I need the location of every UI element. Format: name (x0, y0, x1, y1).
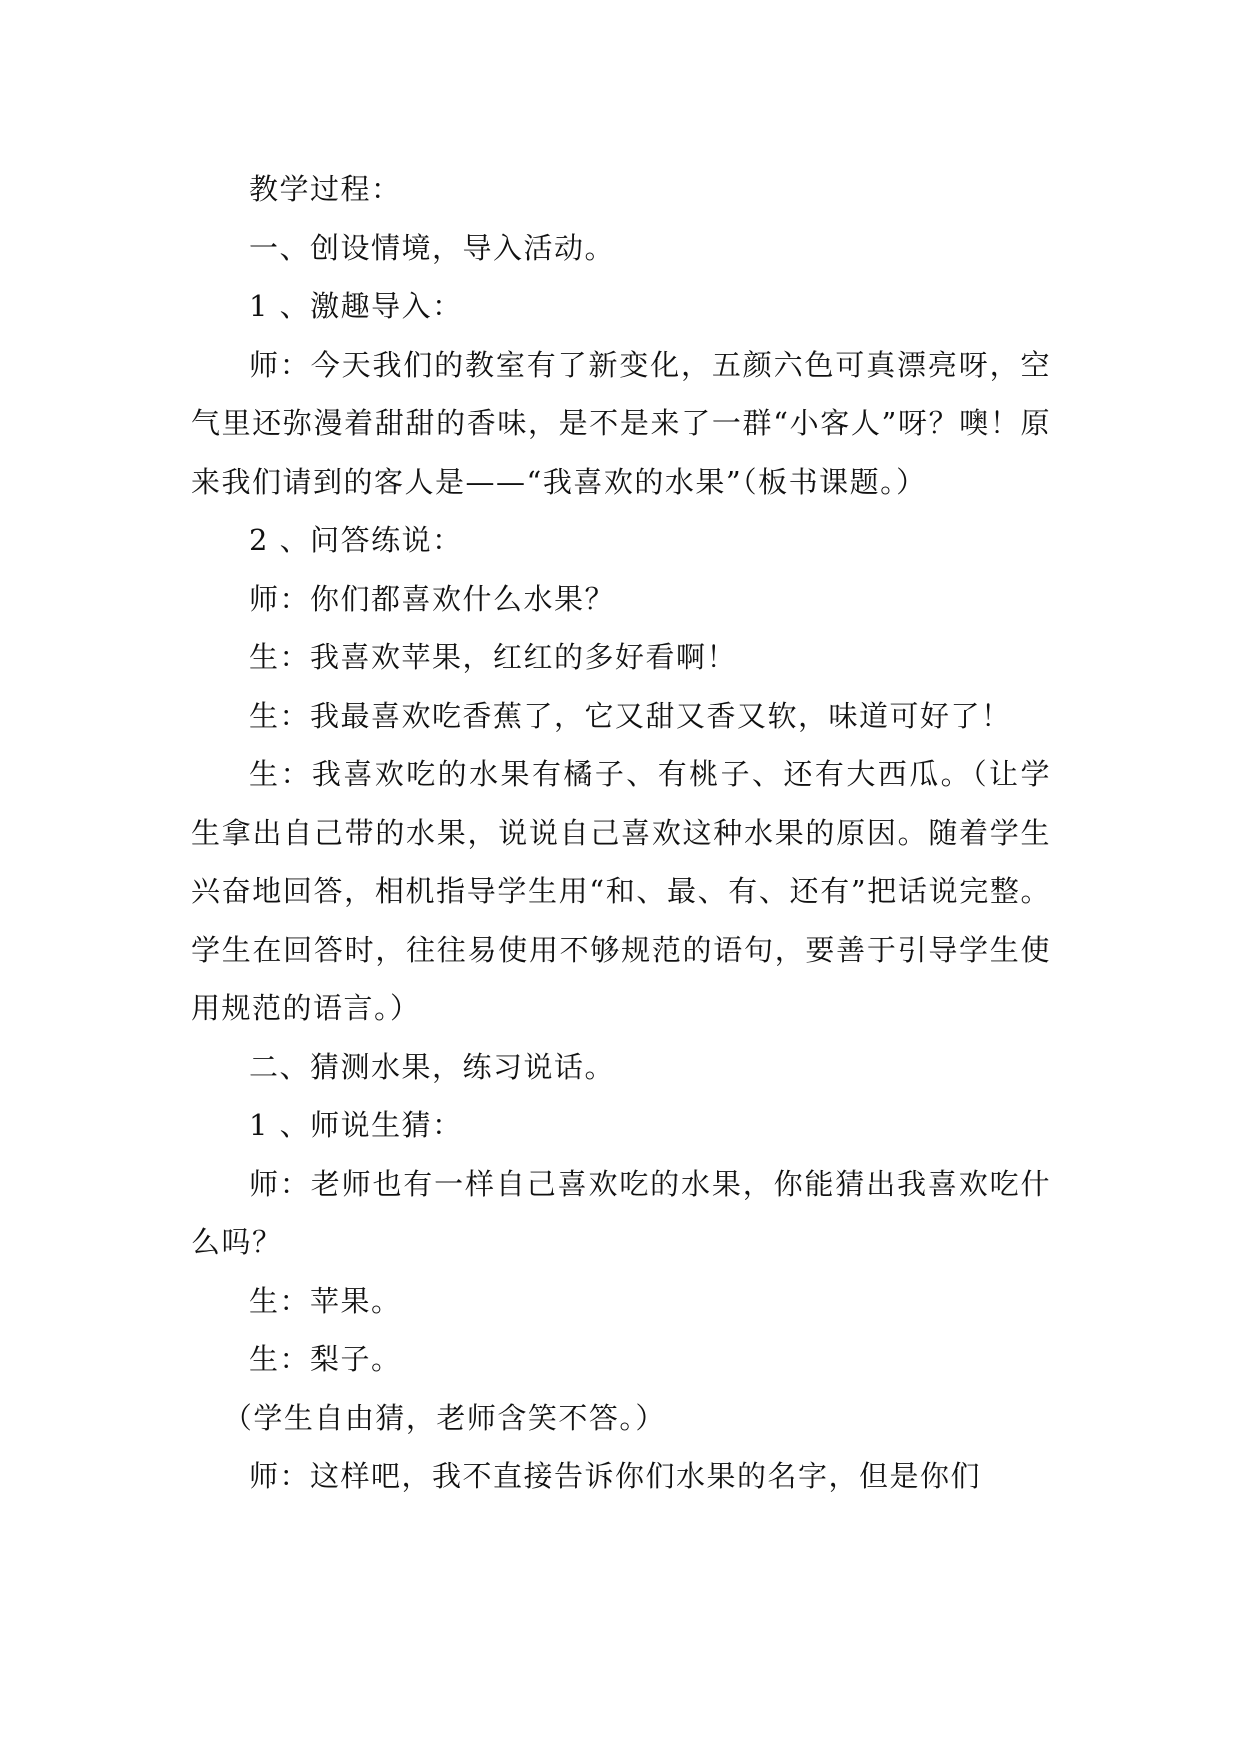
dialogue-paragraph: 师：这样吧，我不直接告诉你们水果的名字，但是你们 (249, 1459, 982, 1493)
dialogue-paragraph: 生：我最喜欢吃香蕉了，它又甜又香又软，味道可好了！ (249, 698, 1012, 733)
dialogue-paragraph: 师：你们都喜欢什么水果？ (249, 581, 616, 616)
dialogue-paragraph: 生：我喜欢吃的水果有橘子、有桃子、还有大西瓜。（让学生拿出自己带的水果，说说自己喜欢这种水果的原因。随着学生兴奋地回答，相机指导学生用“和、最、有、还有”把话说完整。学生在回答时，往往易使用不够规范的语句，要善于引导学生使用规范的语言。） (191, 757, 1051, 1025)
subsection-heading: 1 、师说生猜： (249, 1108, 463, 1142)
note-paragraph: （学生自由猜，老师含笑不答。） (222, 1400, 666, 1435)
dialogue-paragraph: 生：我喜欢苹果，红红的多好看啊！ (249, 640, 738, 674)
subsection-heading: 1 、激趣导入： (249, 289, 463, 323)
dialogue-paragraph: 师：今天我们的教室有了新变化，五颜六色可真漂亮呀，空气里还弥漫着甜甜的香味，是不是来了一群“小客人”呀？噢！原来我们请到的客人是——“我喜欢的水果”（板书课题。） (191, 347, 1051, 499)
dialogue-paragraph: 生：苹果。 (249, 1283, 402, 1318)
subsection-heading: 2 、问答练说： (249, 523, 463, 557)
section-label: 教学过程： (249, 172, 402, 206)
section-heading: 一、创设情境，导入活动。 (249, 230, 616, 265)
dialogue-paragraph: 生：梨子。 (249, 1342, 402, 1376)
section-heading: 二、猜测水果，练习说话。 (249, 1049, 616, 1084)
dialogue-paragraph: 师：老师也有一样自己喜欢吃的水果，你能猜出我喜欢吃什么吗？ (191, 1166, 1051, 1259)
body-text (191, 160, 1051, 1506)
